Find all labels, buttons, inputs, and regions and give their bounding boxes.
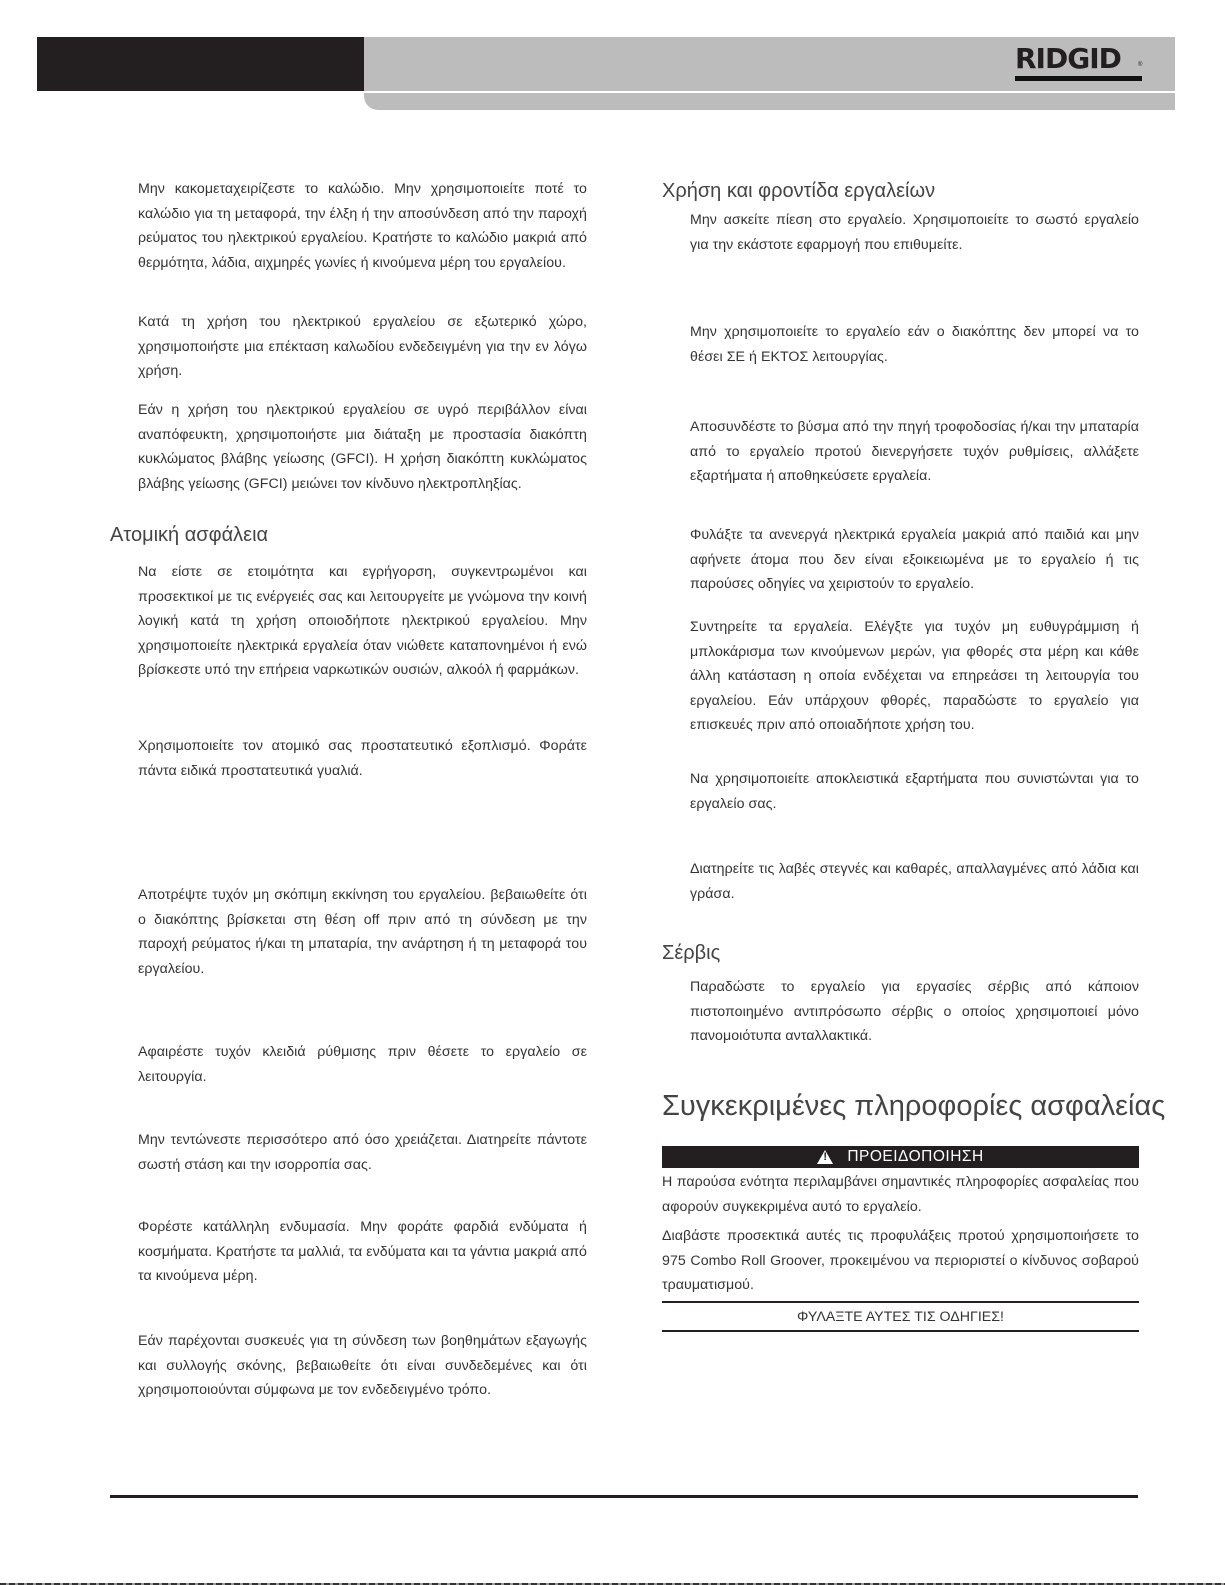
personal-safety-heading: Ατομική ασφάλεια <box>110 524 269 546</box>
store-tools-paragraph: Φυλάξτε τα ανενεργά ηλεκτρικά εργαλεία μακριά από παιδιά και μην αφήνετε άτομα που δεν είναι εξοικειωμένα με το εργαλείο ή τις παρούσες οδηγίες να χειριστούν το εργαλείο. <box>690 527 1139 592</box>
warning-text-2: Διαβάστε προσεκτικά αυτές τις προφυλάξεις προτού χρησιμοποιήσετε το 975 Combo Roll Groover, προκειμένου να περιοριστεί ο κίνδυνος σοβαρού τραυματισμού. <box>662 1228 1139 1293</box>
handles-paragraph: Διατηρείτε τις λαβές στεγνές και καθαρές, απαλλαγμένες από λάδια και γράσα. <box>690 861 1139 902</box>
maintain-tools-paragraph: Συντηρείτε τα εργαλεία. Ελέγξτε για τυχόν μη ευθυγράμμιση ή μπλοκάρισμα των κινούμενων μερών, για φθορές στα μέρη και κάθε άλλη κατάσταση η οποία ενδέχεται να επηρεάσει τη λειτουργία του εργαλείου. Εάν υπάρχουν φθορές, παραδώστε το εργαλείο για επισκευές πριν από οποιαδήποτε χρήση του. <box>690 619 1139 733</box>
logo-underline <box>1015 76 1142 81</box>
disconnect-plug-paragraph: Αποσυνδέστε το βύσμα από την πηγή τροφοδοσίας ή/και την μπαταρία από το εργαλείο προτού διενεργήσετε τυχόν ρυθμίσεις, αλλάξετε εξαρτήματα ή αποθηκεύσετε εργαλεία. <box>690 419 1139 484</box>
service-heading: Σέρβις <box>662 942 721 964</box>
protective-equipment-paragraph: Χρησιμοποιείτε τον ατομικό σας προστατευτικό εξοπλισμό. Φοράτε πάντα ειδικά προστατευτικά γυαλιά. <box>138 738 587 779</box>
proper-clothing-paragraph: Φορέστε κατάλληλη ενδυμασία. Μην φοράτε φαρδιά ενδύματα ή κοσμήματα. Κρατήστε τα μαλλιά, τα ενδύματα και τα γάντια μακριά από τα κινούμενα μέρη. <box>138 1219 587 1284</box>
accessories-paragraph: Να χρησιμοποιείτε αποκλειστικά εξαρτήματα που συνιστώνται για το εργαλείο σας. <box>690 771 1139 812</box>
gfci-paragraph: Εάν η χρήση του ηλεκτρικού εργαλείου σε υγρό περιβάλλον είναι αναπόφευκτη, χρησιμοποιήστε μια διάταξη με προστασία διακόπτη κυκλώματος βλάβης γείωσης (GFCI). Η χρήση διακόπτη κυκλώματος βλάβης γείωσης (GFCI) μειώνει τον κίνδυνο ηλεκτροπληξίας. <box>138 402 587 492</box>
warning-label: ΠΡΟΕΙΔΟΠΟΙΗΣΗ <box>847 1148 984 1165</box>
outdoor-extension-paragraph: Κατά τη χρήση του ηλεκτρικού εργαλείου σε εξωτερικό χώρο, χρησιμοποιήστε μια επέκταση καλωδίου ενδεδειγμένη για την εν λόγω χρήση. <box>138 314 587 379</box>
tool-use-heading: Χρήση και φροντίδα εργαλείων <box>662 180 936 202</box>
save-instructions-top-rule <box>662 1301 1139 1303</box>
warning-banner <box>662 1146 1139 1168</box>
switch-paragraph: Μην χρησιμοποιείτε το εργαλείο εάν ο διακόπτης δεν μπορεί να το θέσει ΣΕ ή ΕΚΤΟΣ λειτουργίας. <box>690 324 1139 365</box>
header-black-block <box>37 37 364 91</box>
save-instructions: ΦΥΛΑΞΤΕ ΑΥΤΕΣ ΤΙΣ ΟΔΗΓΙΕΣ! <box>797 1309 1004 1325</box>
cord-care-paragraph: Μην κακομεταχειρίζεστε το καλώδιο. Μην χρησιμοποιείτε ποτέ το καλώδιο για τη μεταφορά, την έλξη ή την αποσύνδεση από την παροχή ρεύματος του ηλεκτρικού εργαλείου. Κρατήστε το καλώδιο μακριά από θερμότητα, λάδια, αιχμηρές γωνίες ή κινούμενα μέρη του εργαλείου. <box>138 181 587 271</box>
alertness-paragraph: Να είστε σε ετοιμότητα και εγρήγορση, συγκεντρωμένοι και προσεκτικοί με τις ενέργειές σας και λειτουργείτε με γνώμονα την κοινή λογική κατά τη χρήση οποιοδήποτε ηλεκτρικού εργαλείου. Μην χρησιμοποιείτε ηλεκτρικά εργαλεία όταν νιώθετε καταπονημένοι ή ενώ βρίσκεστε υπό την επήρεια ναρκωτικών ουσιών, αλκοόλ ή φαρμάκων. <box>138 564 587 678</box>
unintended-start-paragraph: Αποτρέψτε τυχόν μη σκόπιμη εκκίνηση του εργαλείου. βεβαιωθείτε ότι ο διακόπτης βρίσκεται στη θέση off πριν από τη σύνδεση με την παροχή ρεύματος ή/και τη μπαταρία, την ανάρτηση ή τη μεταφορά του εργαλείου. <box>138 887 587 977</box>
ridgid-logo <box>1015 44 1145 84</box>
header-gray-subband <box>364 93 1175 110</box>
logo-text: RIDGID <box>1015 42 1121 75</box>
overreach-paragraph: Μην τεντώνεστε περισσότερο από όσο χρειάζεται. Διατηρείτε πάντοτε σωστή στάση και την ισορροπία σας. <box>138 1132 587 1173</box>
footer-rule <box>110 1495 1138 1498</box>
warning-text-1: Η παρούσα ενότητα περιλαμβάνει σημαντικές πληροφορίες ασφαλείας που αφορούν συγκεκριμένα αυτό το εργαλείο. <box>662 1174 1139 1215</box>
dust-collection-paragraph: Εάν παρέχονται συσκευές για τη σύνδεση των βοηθημάτων εξαγωγής και συλλογής σκόνης, βεβαιωθείτε ότι είναι συνδεδεμένες και ότι χρησιμοποιούνται σύμφωνα με τον ενδεδειγμένο τρόπο. <box>138 1333 587 1398</box>
no-force-paragraph: Μην ασκείτε πίεση στο εργαλείο. Χρησιμοποιείτε το σωστό εργαλείο για την εκάστοτε εφαρμογή που επιθυμείτε. <box>690 212 1139 253</box>
adjusting-keys-paragraph: Αφαιρέστε τυχόν κλειδιά ρύθμισης πριν θέσετε το εργαλείο σε λειτουργία. <box>138 1044 587 1085</box>
save-instructions-bottom-rule <box>662 1330 1139 1332</box>
warning-triangle-icon <box>817 1150 833 1164</box>
logo-registered-mark: ® <box>1138 62 1143 68</box>
service-paragraph: Παραδώστε το εργαλείο για εργασίες σέρβις από κάποιον πιστοποιημένο αντιπρόσωπο σέρβις ο οποίος χρησιμοποιεί μόνο πανομοιότυπα ανταλλακτικά. <box>690 979 1139 1044</box>
specific-safety-heading: Συγκεκριμένες πληροφορίες ασφαλείας <box>662 1090 1166 1122</box>
